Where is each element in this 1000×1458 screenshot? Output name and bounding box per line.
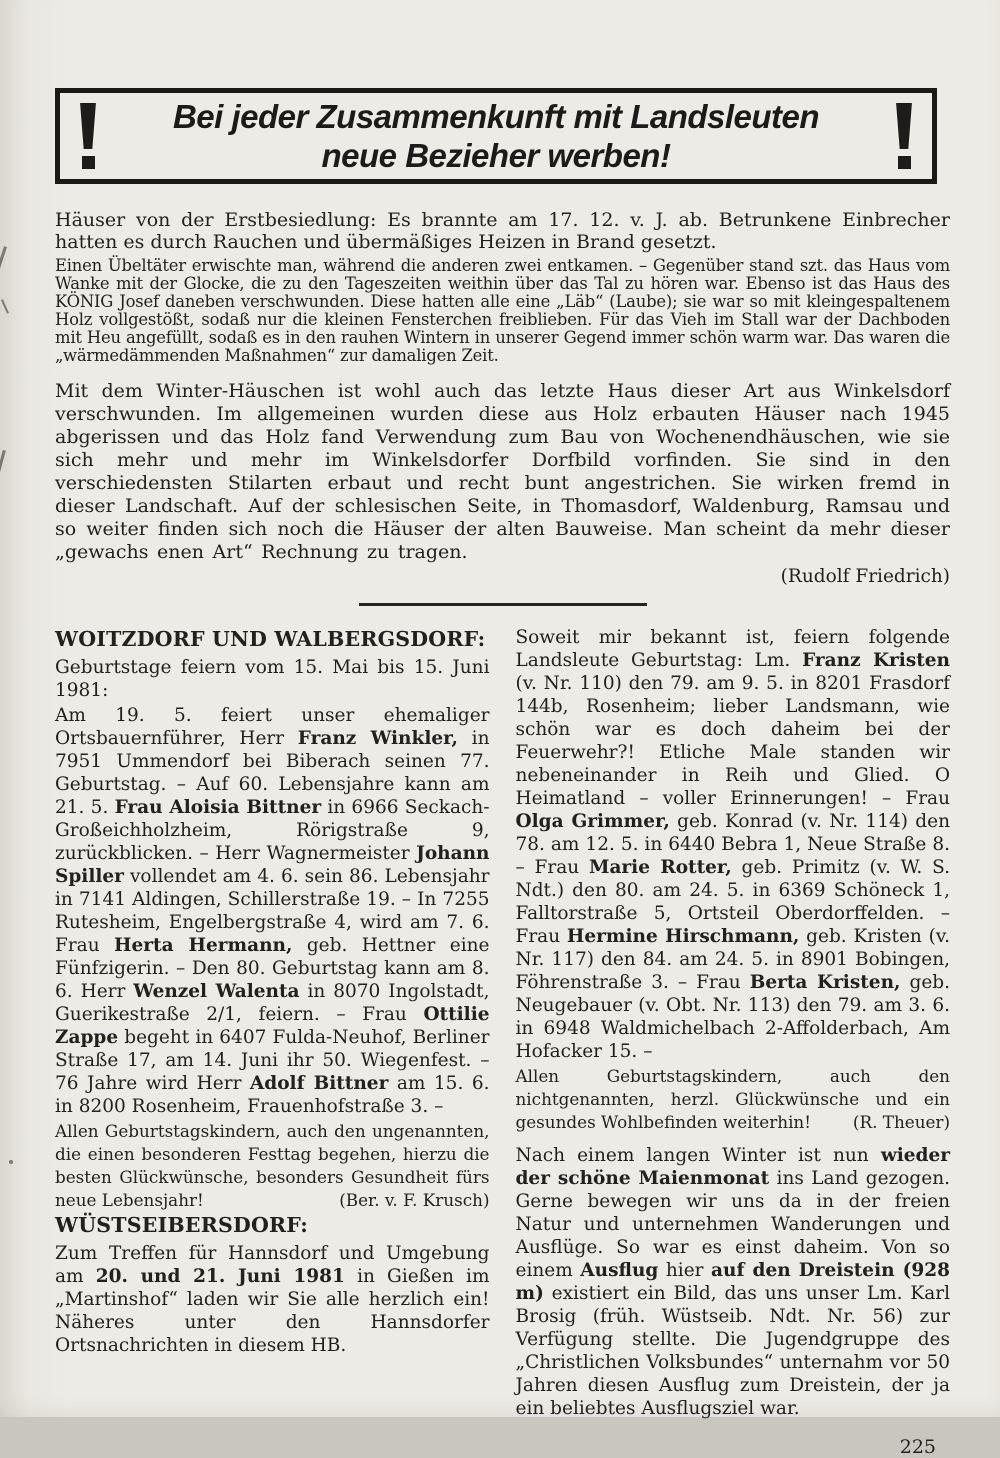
scan-mark [1,299,9,314]
woitzdorf-note [55,1120,490,1212]
wuestseibersdorf-body: Zum Treffen für Hannsdorf und Umgebung am 20. und 21. Juni 1981 in Gießen im „Martinshof“ laden wir Sie alle herzlich ein! Näheres unter den Hannsdorfer Ortsnachrichten in diesem HB. [55,1243,490,1356]
heading-wuestseibersdorf: WÜSTSEIBERSDORF: [55,1213,309,1237]
right-note-text: Allen Geburtstagskindern, auch den nichtgenannten, herzl. Glückwünsche und ein gesundes Wohlbefinden weiterhin! [515,1066,950,1132]
exclamation-dot [82,156,95,169]
banner-text [100,97,892,175]
article-signature: (Rudolf Friedrich) [780,566,950,587]
right-note [516,1065,951,1134]
left-column [55,626,490,1422]
page-number: 225 [899,1436,936,1458]
woitzdorf-birthdays: Am 19. 5. feiert unser ehemaliger Ortsbauernführer, Herr Franz Winkler, in 7951 Ummendorf bei Biberach seinen 77. Geburtstag. – Auf 60. Lebensjahre kann am 21. 5. Frau Aloisia Bittner in 6966 Seckach-Großeichholzheim, Rörigstraße 9, zurückblicken. – Herr Wagnermeister Johann Spiller vollendet am 4. 6. sein 86. Lebensjahr in 7141 Aldingen, Schillerstraße 19. – In 7255 Rutesheim, Engelbergstraße 4, wird am 7. 6. Frau Herta Hermann, geb. Hettner eine Fünfzigerin. – Den 80. Geburtstag kann am 8. 6. Herr Wenzel Walenta in 8070 Ingolstadt, Guerikestraße 2/1, feiern. – Frau Ottilie Zappe begeht in 6407 Fulda-Neuhof, Berliner Straße 17, am 14. Juni ihr 50. Wiegenfest. – 76 Jahre wird Herr Adolf Bittner am 15. 6. in 8200 Rosenheim, Frauenhofstraße 3. – [55,705,490,1117]
woitzdorf-intro: Geburtstage feiern vom 15. Mai bis 15. Juni 1981: [55,657,490,701]
woitzdorf-note-signature: (Ber. v. F. Krusch) [339,1190,490,1210]
banner-line1: Bei jeder Zusammenkunft mit Landsleuten [172,98,820,135]
woitzdorf-note-text: Allen Geburtstagskindern, auch den ungenannten, die einen besonderen Festtag begehen, hierzu die besten Glückwünsche, besonders Gesundheit fürs neue Lebensjahr! [55,1121,490,1210]
recruitment-banner [55,88,937,184]
winter-article-paragraph: Mit dem Winter-Häuschen ist wohl auch das letzte Haus dieser Art aus Winkelsdorf verschwunden. Im allgemeinen wurden diese aus Holz erbauten Häuser nach 1945 abgerissen und das Holz fand Verwendung zum Bau von Wochenendhäuschen, wie sie sich mehr und mehr im Winkelsdorfer Dorfbild vorfinden. Sie sind in den verschiedensten Stilarten erbaut und recht bunt angestrichen. Sie wirken fremd in dieser Landschaft. Auf der schlesischen Seite, in Thomasdorf, Waldenburg, Ramsau und so weiter finden sich noch die Häuser der alten Bauweise. Man scheint da mehr dieser „gewachs enen Art“ Rechnung zu tragen. [55,380,950,563]
right-note-signature: (R. Theuer) [852,1112,950,1132]
columns-section [55,626,950,1422]
intro-lead-paragraph: Häuser von der Erstbesiedlung: Es brannte am 17. 12. v. J. ab. Betrunkene Einbrecher hatten es durch Rauchen und übermäßiges Heizen in Brand gesetzt. [55,209,950,253]
scan-mark [0,246,7,272]
exclamation-icon [76,103,100,169]
section-divider [359,603,647,606]
right-birthdays: Soweit mir bekannt ist, feiern folgende Landsleute Geburtstag: Lm. Franz Kristen (v. Nr. 110) den 79. am 9. 5. in 8201 Frasdorf 144b, Rosenheim; lieber Landsmann, wie schön war es doch daheim bei der Feuerwehr?! Etliche Male standen wir nebeneinander in Reih und Glied. O Heimatland – voller Erinnerungen! – Frau Olga Grimmer, geb. Konrad (v. Nr. 114) den 78. am 12. 5. in 6440 Bebra 1, Neue Straße 8. – Frau Marie Rotter, geb. Primitz (v. W. S. Ndt.) den 80. am 24. 5. in 6369 Schöneck 1, Falltorstraße 5, Ortsteil Oberdorffelden. – Frau Hermine Hirschmann, geb. Kristen (v. Nr. 117) den 84. am 24. 5. in 8901 Bobingen, Föhrenstraße 3. – Frau Berta Kristen, geb. Neugebauer (v. Obt. Nr. 113) den 79. am 3. 6. in 6948 Waldmichelbach 2-Affolderbach, Am Hofacker 15. – [515,627,951,1062]
scan-mark [9,1160,13,1164]
scan-mark [0,450,6,472]
exclamation-dot [898,156,911,169]
exclamation-bar [79,103,97,149]
intro-detail-paragraph: Einen Übeltäter erwischte man, während die anderen zwei entkamen. – Gegenüber stand szt. das Haus vom Wanke mit der Glocke, die zu den Tageszeiten weithin über das Tal zu hören war. Ebenso ist das Haus des KÖNIG Josef daneben verschwunden. Diese hatten alle eine „Läb“ (Laube); sie war so mit kleingespaltenem Holz vollgestößt, sodaß nur die kleinen Fensterchen freiblieben. Für das Vieh im Stall war der Dachboden mit Heu angefüllt, sodaß es in den rauhen Wintern in unserer Gegend immer schön warm war. Das waren die „wärmedämmenden Maßnahmen“ zur damaligen Zeit. [55,256,950,365]
maienmonat-paragraph: Nach einem langen Winter ist nun wieder der schöne Maienmonat ins Land gezogen. Gerne bewegen wir uns da in der freien Natur und unternehmen Wanderungen und Ausflüge. So war es einst daheim. Von so einem Ausflug hier auf den Dreistein (928 m) existiert ein Bild, das uns unser Lm. Karl Brosig (früh. Wüstseib. Ndt. Nr. 56) zur Verfügung stellte. Die Jugendgruppe des „Christlichen Volksbundes“ unternahm vor 50 Jahren diesen Ausflug zum Dreistein, der ja ein beliebtes Ausflugsziel war. [515,1145,950,1419]
exclamation-bar [895,103,913,149]
heading-woitzdorf: WOITZDORF UND WALBERGSDORF: [55,627,486,651]
banner-line2: neue Bezieher werben! [321,137,671,174]
right-column [516,626,951,1422]
exclamation-icon [892,103,916,169]
